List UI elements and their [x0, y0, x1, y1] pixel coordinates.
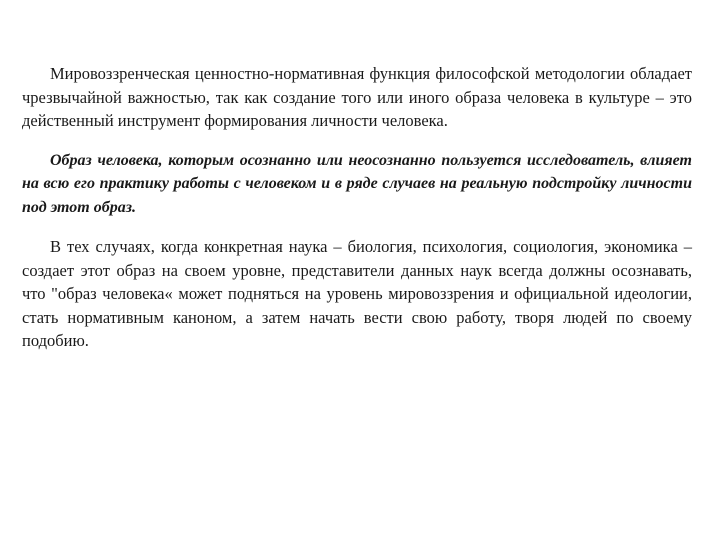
- paragraph-concrete-sciences: В тех случаях, когда конкретная наука – биология, психология, социология, экономика – создает этот образ на своем уровне, представители данных наук всегда должны осознавать, что "образ человека« может подняться на уровень мировоззрения и официальной идеологии, стать нормативным каноном, а затем начать вести свою работу, творя людей по своему подобию.: [22, 237, 692, 350]
- slide-body: [22, 62, 692, 353]
- paragraph-human-image-emphasis: Образ человека, которым осознанно или неосознанно пользуется исследователь, влияет на всю его практику работы с человеком и в ряде случаев на реальную подстройку личности под этот образ.: [22, 151, 692, 216]
- paragraph-worldview-function: Мировоззренческая ценностно-нормативная функция философской методологии обладает чрезвычайной важностью, так как создание того или иного образа человека в культуре – это действенный инструмент формирования личности человека.: [22, 64, 692, 130]
